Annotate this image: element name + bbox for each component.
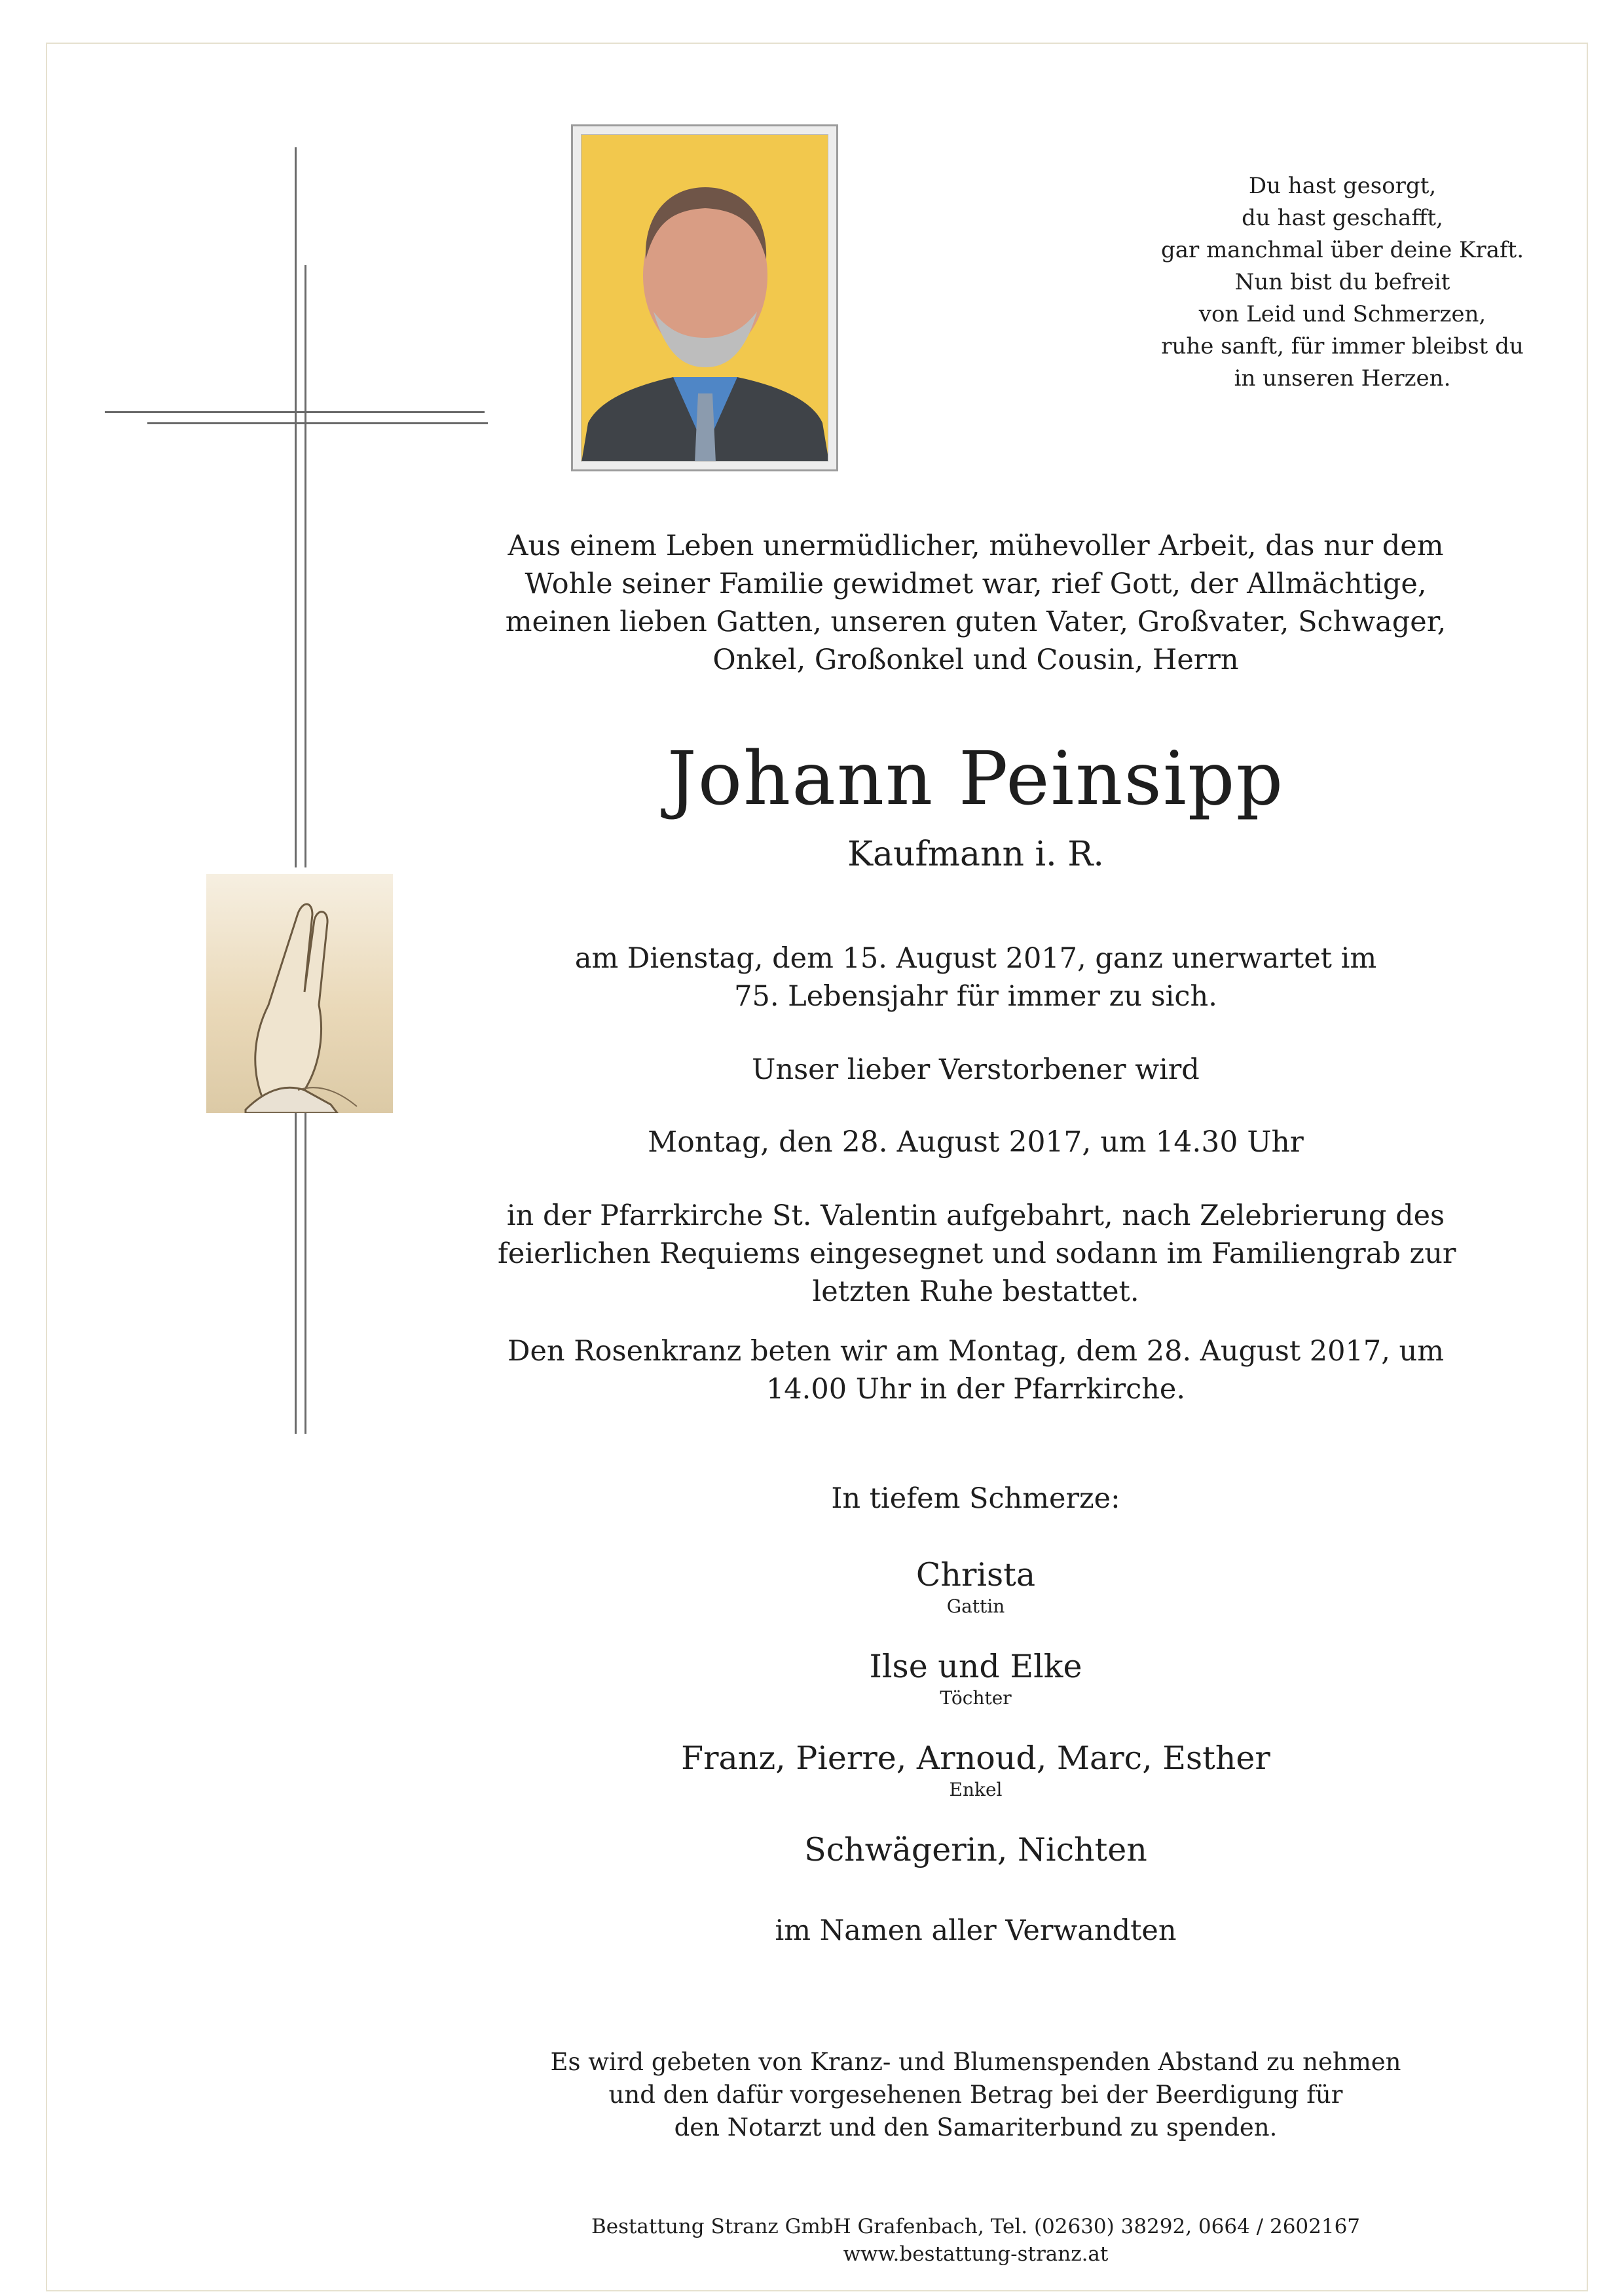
family-name: Schwägerin, Nichten bbox=[804, 1831, 1147, 1868]
footer bbox=[498, 2213, 1454, 2268]
relatives-line: im Namen aller Verwandten bbox=[775, 1914, 1177, 1947]
death-text bbox=[498, 939, 1454, 1015]
family-name: Franz, Pierre, Arnoud, Marc, Esther bbox=[681, 1740, 1270, 1777]
family-name: Ilse und Elke bbox=[869, 1648, 1082, 1685]
death-line: 75. Lebensjahr für immer zu sich. bbox=[734, 980, 1217, 1013]
cross-vertical-line bbox=[295, 147, 297, 867]
deceased-title: Kaufmann i. R. bbox=[847, 835, 1104, 874]
rosary-line: 14.00 Uhr in der Pfarrkirche. bbox=[766, 1373, 1186, 1406]
family-role: Töchter bbox=[940, 1687, 1012, 1709]
portrait-image bbox=[581, 134, 828, 462]
church-line: in der Pfarrkirche St. Valentin aufgebahrt, nach Zelebrierung des bbox=[506, 1199, 1445, 1232]
funeral-date: Montag, den 28. August 2017, um 14.30 Uhr bbox=[648, 1125, 1304, 1159]
cross-vertical-line bbox=[304, 265, 306, 867]
portrait-photo bbox=[571, 124, 838, 471]
praying-hands-icon bbox=[206, 874, 393, 1113]
deceased-name: Johann Peinsipp bbox=[667, 737, 1285, 822]
poem-line: du hast geschafft, bbox=[1242, 205, 1443, 231]
company-line: Bestattung Stranz GmbH Grafenbach, Tel. (02630) 38292, 0664 / 2602167 bbox=[591, 2215, 1361, 2238]
lay-line: Unser lieber Verstorbener wird bbox=[752, 1053, 1200, 1086]
family-role: Enkel bbox=[949, 1779, 1003, 1800]
family-name: Christa bbox=[915, 1556, 1036, 1594]
poem bbox=[1061, 170, 1624, 395]
request-line: und den dafür vorgesehenen Betrag bei der Beerdigung für bbox=[608, 2081, 1343, 2109]
intro-line: meinen lieben Gatten, unseren guten Vater, Großvater, Schwager, bbox=[505, 606, 1447, 638]
cross-horizontal-line bbox=[147, 422, 488, 424]
family-entry bbox=[498, 1555, 1454, 1618]
request-line: Es wird gebeten von Kranz- und Blumenspenden Abstand zu nehmen bbox=[550, 2048, 1401, 2076]
donation-request bbox=[498, 2046, 1454, 2144]
church-line: letzten Ruhe bestattet. bbox=[812, 1275, 1139, 1308]
family-role: Gattin bbox=[946, 1595, 1005, 1617]
poem-line: Du hast gesorgt, bbox=[1248, 173, 1437, 199]
cross-horizontal-line bbox=[105, 411, 485, 413]
death-line: am Dienstag, dem 15. August 2017, ganz unerwartet im bbox=[574, 942, 1377, 975]
poem-line: in unseren Herzen. bbox=[1234, 365, 1451, 392]
intro-line: Onkel, Großonkel und Cousin, Herrn bbox=[712, 644, 1239, 676]
cross-vertical-line bbox=[295, 1113, 297, 1434]
poem-line: gar manchmal über deine Kraft. bbox=[1160, 237, 1524, 263]
family-entry bbox=[498, 1647, 1454, 1709]
family-entry bbox=[498, 1738, 1454, 1801]
intro-line: Aus einem Leben unermüdlicher, mühevoller Arbeit, das nur dem bbox=[507, 530, 1444, 562]
mourners-heading: In tiefem Schmerze: bbox=[831, 1482, 1120, 1515]
church-text bbox=[498, 1197, 1454, 1311]
poem-line: von Leid und Schmerzen, bbox=[1198, 301, 1486, 327]
rosary-text bbox=[498, 1332, 1454, 1408]
poem-line: ruhe sanft, für immer bleibst du bbox=[1161, 333, 1524, 359]
intro-line: Wohle seiner Familie gewidmet war, rief Gott, der Allmächtige, bbox=[525, 568, 1427, 600]
rosary-line: Den Rosenkranz beten wir am Montag, dem 28. August 2017, um bbox=[507, 1335, 1445, 1368]
intro-text bbox=[498, 527, 1454, 679]
request-line: den Notarzt und den Samariterbund zu spenden. bbox=[674, 2113, 1278, 2141]
church-line: feierlichen Requiems eingesegnet und sodann im Familiengrab zur bbox=[498, 1237, 1456, 1270]
poem-line: Nun bist du befreit bbox=[1234, 269, 1450, 295]
cross-vertical-line bbox=[304, 1113, 306, 1434]
website-link[interactable]: www.bestattung-stranz.at bbox=[843, 2242, 1109, 2266]
family-entry bbox=[498, 1830, 1454, 1870]
